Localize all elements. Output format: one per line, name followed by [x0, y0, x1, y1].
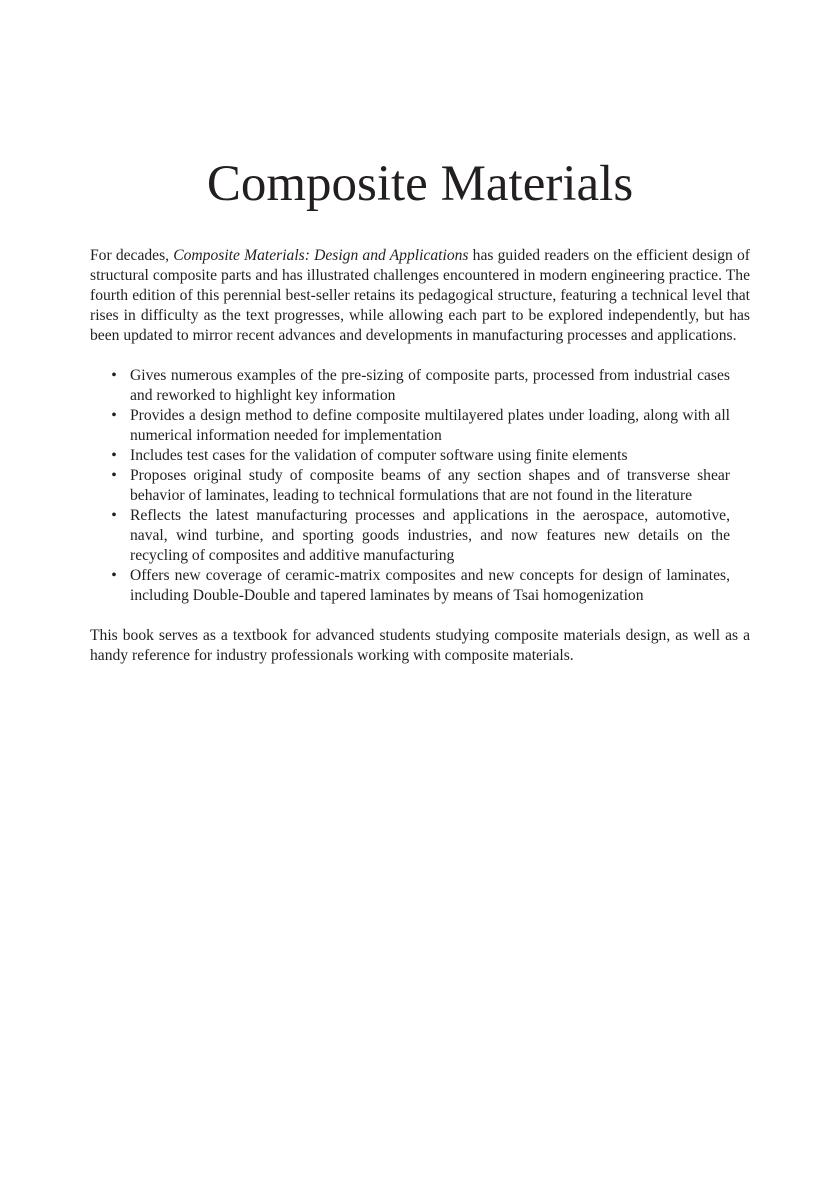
list-item-text: Proposes original study of composite beams of any section shapes and of transverse shear behavior of laminates, leading to technical formulations that are not found in the literature [130, 467, 730, 504]
bullet-icon: • [111, 367, 117, 384]
list-item-text: Provides a design method to define composite multilayered plates under loading, along with all numerical information needed for implementation [130, 407, 730, 444]
description-body [90, 246, 750, 666]
bullet-icon: • [111, 467, 117, 484]
list-item [111, 566, 730, 606]
list-item-text: Reflects the latest manufacturing processes and applications in the aerospace, automotive, naval, wind turbine, and sporting goods industries, and now features new details on the recycling of composites and additive manufacturing [130, 507, 730, 564]
list-item [111, 406, 730, 446]
bullet-icon: • [111, 567, 117, 584]
list-item [111, 506, 730, 566]
list-item [111, 366, 730, 406]
list-item-text: Includes test cases for the validation of computer software using finite elements [130, 447, 628, 464]
list-item [111, 446, 730, 466]
page-title: Composite Materials [206, 156, 634, 212]
bullet-icon: • [111, 447, 117, 464]
closing-paragraph: This book serves as a textbook for advanced students studying composite materials design, as well as a handy reference for industry professionals working with composite materials. [90, 627, 750, 664]
list-item-text: Offers new coverage of ceramic-matrix composites and new concepts for design of laminates, including Double-Double and tapered laminates by means of Tsai homogenization [130, 567, 730, 604]
intro-rest: has guided readers on the efficient design of structural composite parts and has illustrated challenges encountered in modern engineering practice. The fourth edition of this perennial best-seller retains its pedagogical structure, featuring a technical level that rises in difficulty as the text progresses, while allowing each part to be explored independently, but has been updated to mirror recent advances and developments in manufacturing processes and applications. [90, 247, 750, 344]
list-item [111, 466, 730, 506]
feature-list [90, 366, 750, 606]
intro-paragraph [90, 246, 750, 346]
bullet-icon: • [111, 407, 117, 424]
bullet-icon: • [111, 507, 117, 524]
book-title-italic: Composite Materials: Design and Applications [173, 247, 469, 264]
intro-lead: For decades, [90, 247, 174, 264]
list-item-text: Gives numerous examples of the pre-sizing of composite parts, processed from industrial cases and reworked to highlight key information [130, 367, 730, 404]
